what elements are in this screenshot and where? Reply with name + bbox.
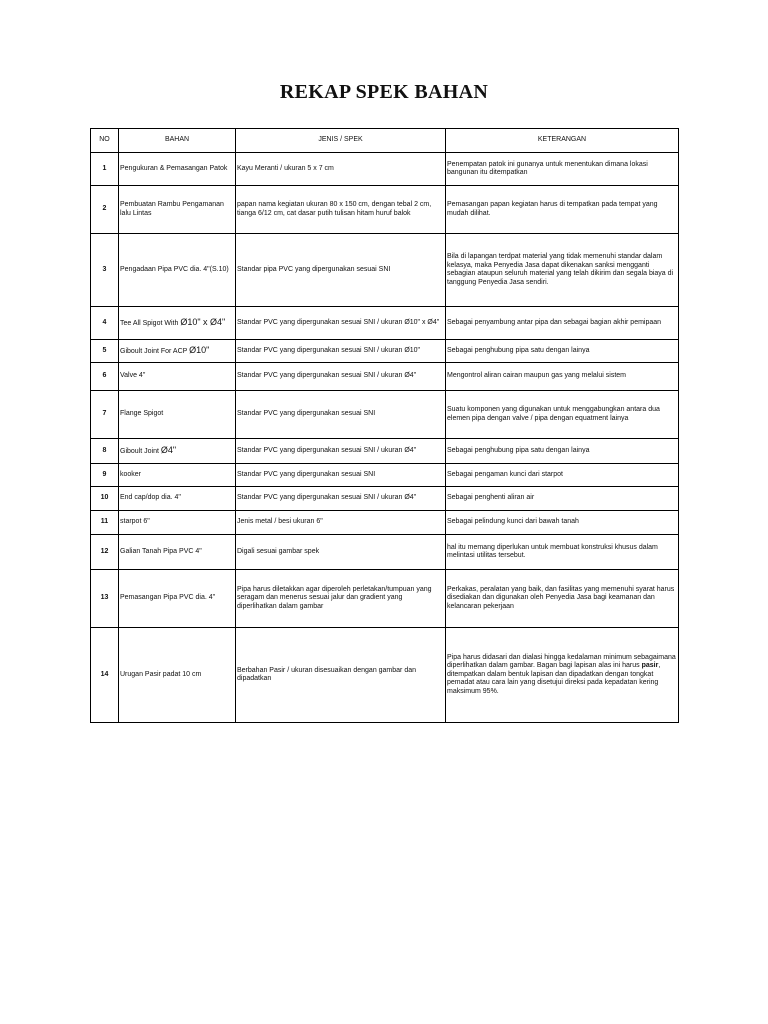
row-no: 11 bbox=[91, 511, 119, 535]
row-keterangan: Sebagai pengaman kunci dari starpot bbox=[446, 464, 679, 487]
header-bahan: BAHAN bbox=[119, 129, 236, 153]
row-jenis: Pipa harus diletakkan agar diperoleh perletakan/tumpuan yang seragam dan menerus sesuai jalur dan gradient yang diperlihatkan dalam gambar bbox=[236, 570, 446, 628]
keterangan-text-b: , ditempatkan dalam bentuk lapisan dan dipadatkan dengan tongkat pemadat atau cara lain yang disetujui direksi pada kepadatan kering maksimum 95%. bbox=[447, 662, 661, 695]
row-bahan: End cap/dop dia. 4" bbox=[119, 487, 236, 511]
header-jenis: JENIS / SPEK bbox=[236, 129, 446, 153]
row-bahan: Pemasangan Pipa PVC dia. 4" bbox=[119, 570, 236, 628]
row-jenis: Standar PVC yang dipergunakan sesuai SNI / ukuran Ø4" bbox=[236, 363, 446, 391]
table-row bbox=[91, 234, 679, 307]
row-no: 12 bbox=[91, 535, 119, 570]
table-row bbox=[91, 153, 679, 186]
row-no: 2 bbox=[91, 186, 119, 234]
row-keterangan: Sebagai penyambung antar pipa dan sebagai bagian akhir pemipaan bbox=[446, 307, 679, 340]
row-no: 14 bbox=[91, 628, 119, 723]
row-keterangan: hal itu memang diperlukan untuk membuat konstruksi khusus dalam melintasi utilitas tersebut. bbox=[446, 535, 679, 570]
bahan-text: Giboult Joint For ACP bbox=[120, 347, 190, 355]
row-keterangan: Sebagai pelindung kunci dari bawah tanah bbox=[446, 511, 679, 535]
header-keterangan: KETERANGAN bbox=[446, 129, 679, 153]
bahan-text: Giboult Joint bbox=[120, 447, 161, 455]
row-jenis: Kayu Meranti / ukuran 5 x 7 cm bbox=[236, 153, 446, 186]
row-keterangan: Pemasangan papan kegiatan harus di tempatkan pada tempat yang mudah dilihat. bbox=[446, 186, 679, 234]
row-bahan: Pengukuran & Pemasangan Patok bbox=[119, 153, 236, 186]
row-keterangan bbox=[446, 628, 679, 723]
row-keterangan: Perkakas, peralatan yang baik, dan fasilitas yang memenuhi syarat harus disediakan dan digunakan oleh Penyedia Jasa bagi keamanan dan kelancaran pekerjaan bbox=[446, 570, 679, 628]
row-jenis: Jenis metal / besi ukuran 6" bbox=[236, 511, 446, 535]
table-row bbox=[91, 363, 679, 391]
table-row bbox=[91, 511, 679, 535]
row-no: 9 bbox=[91, 464, 119, 487]
table-row bbox=[91, 464, 679, 487]
keterangan-bold: pasir bbox=[641, 662, 659, 670]
bahan-size: Ø10" bbox=[189, 344, 210, 355]
row-jenis: Berbahan Pasir / ukuran disesuaikan dengan gambar dan dipadatkan bbox=[236, 628, 446, 723]
row-no: 4 bbox=[91, 307, 119, 340]
bahan-size: Ø4" bbox=[160, 444, 177, 455]
row-jenis: Digali sesuai gambar spek bbox=[236, 535, 446, 570]
row-jenis: Standar PVC yang dipergunakan sesuai SNI / ukuran Ø4" bbox=[236, 487, 446, 511]
page-title: REKAP SPEK BAHAN bbox=[279, 81, 489, 103]
row-keterangan: Penempatan patok ini gunanya untuk menentukan dimana lokasi bangunan itu ditempatkan bbox=[446, 153, 679, 186]
row-bahan: Urugan Pasir padat 10 cm bbox=[119, 628, 236, 723]
row-bahan: Galian Tanah Pipa PVC 4" bbox=[119, 535, 236, 570]
table-row bbox=[91, 340, 679, 363]
row-jenis: Standar PVC yang dipergunakan sesuai SNI / ukuran Ø10" x Ø4" bbox=[236, 307, 446, 340]
bahan-text: Tee All Spigot With bbox=[120, 319, 181, 327]
table-row bbox=[91, 307, 679, 340]
row-bahan: Valve 4" bbox=[119, 363, 236, 391]
table-row bbox=[91, 186, 679, 234]
row-jenis: Standar PVC yang dipergunakan sesuai SNI bbox=[236, 464, 446, 487]
row-bahan bbox=[119, 340, 236, 363]
row-no: 7 bbox=[91, 391, 119, 439]
row-no: 3 bbox=[91, 234, 119, 307]
spec-table bbox=[90, 128, 679, 723]
row-bahan: starpot 6" bbox=[119, 511, 236, 535]
row-bahan: Pembuatan Rambu Pengamanan lalu Lintas bbox=[119, 186, 236, 234]
row-bahan: Pengadaan Pipa PVC dia. 4"(S.10) bbox=[119, 234, 236, 307]
row-keterangan: Sebagai penghubung pipa satu dengan lainya bbox=[446, 439, 679, 464]
row-jenis: Standar PVC yang dipergunakan sesuai SNI / ukuran Ø10" bbox=[236, 340, 446, 363]
row-bahan: Flange Spigot bbox=[119, 391, 236, 439]
table-row bbox=[91, 570, 679, 628]
row-keterangan: Sebagai penghenti aliran air bbox=[446, 487, 679, 511]
table-row bbox=[91, 439, 679, 464]
row-bahan: kooker bbox=[119, 464, 236, 487]
row-jenis: papan nama kegiatan ukuran 80 x 150 cm, dengan tebal 2 cm, tianga 6/12 cm, cat dasar putih tulisan hitam huruf balok bbox=[236, 186, 446, 234]
table-row bbox=[91, 391, 679, 439]
row-no: 10 bbox=[91, 487, 119, 511]
row-no: 8 bbox=[91, 439, 119, 464]
table-row bbox=[91, 535, 679, 570]
bahan-size: Ø10" x Ø4" bbox=[180, 316, 226, 327]
row-bahan bbox=[119, 307, 236, 340]
table-header-row bbox=[91, 129, 679, 153]
header-no: NO bbox=[91, 129, 119, 153]
row-no: 6 bbox=[91, 363, 119, 391]
table-row bbox=[91, 628, 679, 723]
row-keterangan: Suatu komponen yang digunakan untuk menggabungkan antara dua elemen pipa dengan valve / pipa dengan equatment lainya bbox=[446, 391, 679, 439]
row-no: 5 bbox=[91, 340, 119, 363]
keterangan-text-a: Pipa harus didasari dan dialasi hingga kedalaman minimum sebagaimana diperlihatkan dalam gambar. Bagan bagi lapisan alas ini harus bbox=[447, 653, 676, 670]
row-no: 1 bbox=[91, 153, 119, 186]
row-no: 13 bbox=[91, 570, 119, 628]
row-jenis: Standar PVC yang dipergunakan sesuai SNI bbox=[236, 391, 446, 439]
table-row bbox=[91, 487, 679, 511]
row-keterangan: Mengontrol aliran cairan maupun gas yang melalui sistem bbox=[446, 363, 679, 391]
row-jenis: Standar pipa PVC yang dipergunakan sesuai SNI bbox=[236, 234, 446, 307]
row-bahan bbox=[119, 439, 236, 464]
row-jenis: Standar PVC yang dipergunakan sesuai SNI / ukuran Ø4" bbox=[236, 439, 446, 464]
row-keterangan: Bila di lapangan terdpat material yang tidak memenuhi standar dalam kelasya, maka Penyedia Jasa dapat dikenakan sanksi mengganti sebagian ataupun seluruh material yang telah dikirim dan segala biaya di tanggung Penyedia Jasa sendiri. bbox=[446, 234, 679, 307]
row-keterangan: Sebagai penghubung pipa satu dengan lainya bbox=[446, 340, 679, 363]
